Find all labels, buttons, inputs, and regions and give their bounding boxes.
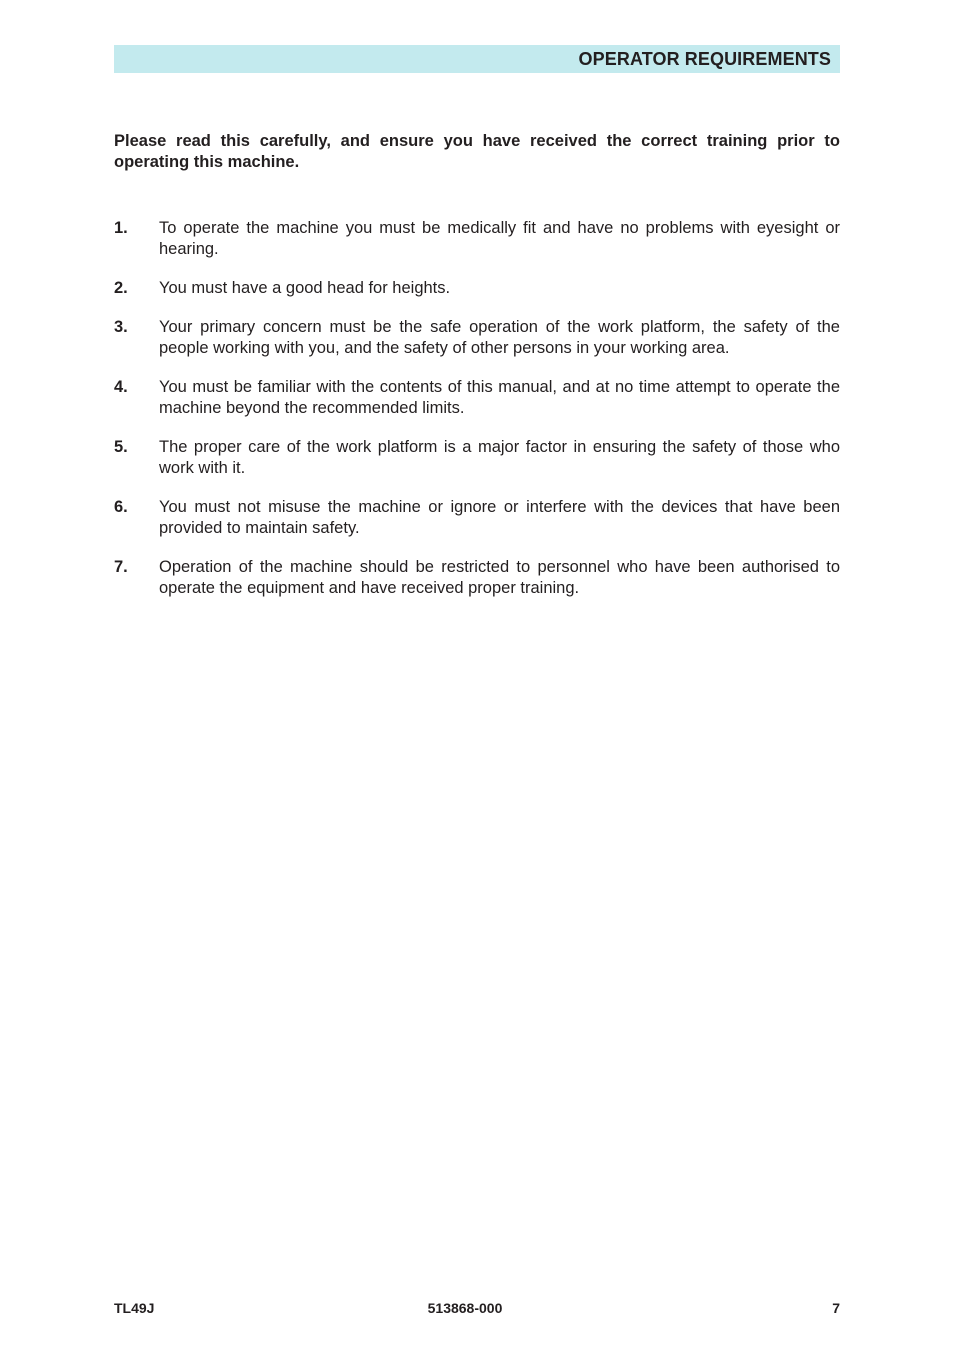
footer-page-number: 7	[832, 1300, 840, 1316]
footer-doc-number: 513868-000	[427, 1300, 503, 1316]
list-item-text: To operate the machine you must be medically fit and have no problems with eyesight or hearing.	[159, 219, 840, 258]
list-item-number: 4.	[114, 378, 128, 396]
list-item-text: You must have a good head for heights.	[159, 279, 451, 297]
requirements-list	[114, 218, 840, 617]
list-item-text: The proper care of the work platform is a major factor in ensuring the safety of those who work with it.	[159, 438, 840, 477]
list-item	[114, 437, 840, 479]
list-item-number: 6.	[114, 498, 128, 516]
list-item	[114, 377, 840, 419]
list-item-number: 3.	[114, 318, 128, 336]
list-item	[114, 497, 840, 539]
list-item-number: 7.	[114, 558, 128, 576]
list-item-text: You must be familiar with the contents of this manual, and at no time attempt to operate the machine beyond the recommended limits.	[159, 378, 840, 417]
list-item	[114, 278, 840, 299]
list-item-text: You must not misuse the machine or ignore or interfere with the devices that have been provided to maintain safety.	[159, 498, 840, 537]
intro-paragraph: Please read this carefully, and ensure you have received the correct training prior to operating this machine.	[114, 132, 840, 171]
list-item	[114, 317, 840, 359]
list-item-text: Operation of the machine should be restricted to personnel who have been authorised to operate the equipment and have received proper training.	[159, 558, 840, 597]
list-item-number: 2.	[114, 279, 128, 297]
list-item	[114, 218, 840, 260]
section-header-band	[114, 45, 840, 73]
list-item-number: 1.	[114, 219, 128, 237]
page-title: OPERATOR REQUIREMENTS	[578, 49, 831, 69]
list-item	[114, 557, 840, 599]
list-item-text: Your primary concern must be the safe operation of the work platform, the safety of the people working with you, and the safety of other persons in your working area.	[159, 318, 840, 357]
footer-model: TL49J	[114, 1300, 155, 1316]
list-item-number: 5.	[114, 438, 128, 456]
